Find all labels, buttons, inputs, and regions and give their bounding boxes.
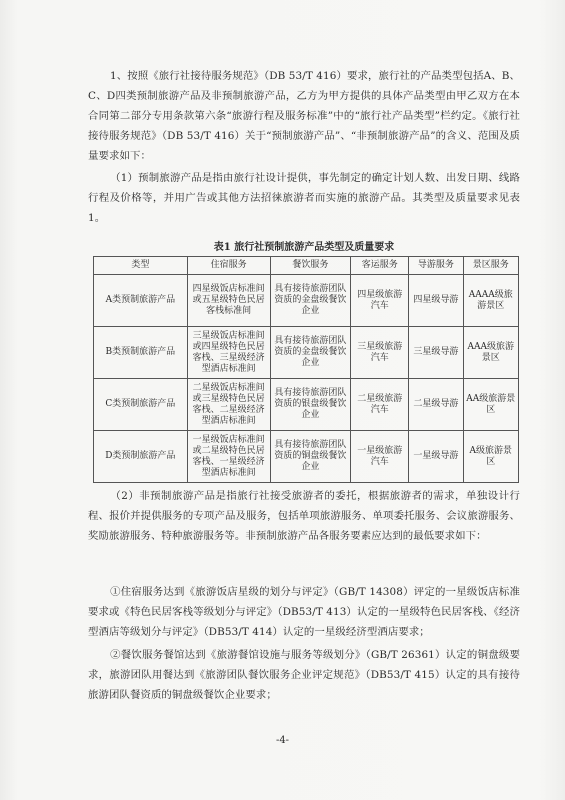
table-row [94,431,519,483]
cell-accommodation: 二星级饭店标准间或三星级特色民居客栈、二星级经济型酒店标准间 [187,379,270,431]
cell-guide: 二星级导游 [409,379,463,431]
cell-type: D类预制旅游产品 [94,431,188,483]
cell-accommodation: 一星级饭店标准间或二星级特色民居客栈、一星级经济型酒店标准间 [187,431,270,483]
cell-scenic: AA级旅游景区 [463,379,518,431]
paragraph-catering-requirement-text: ②餐饮服务餐馆达到《旅游餐馆设施与服务等级划分》（GB/T 26361）认定的铜盘级要求，旅游团队用餐达到《旅游团队餐饮服务企业评定规范》（DB53/T 415）认定的具有接待旅游团队餐资质的铜盘级餐饮企业要求； [88,649,520,701]
cell-catering: 具有接待旅游团队资质的金盘级餐饮企业 [270,327,351,379]
table-row [94,275,519,327]
paragraph-custom-products-text: （2）非预制旅游产品是指旅行社接受旅游者的委托，根据旅游者的需求，单独设计行程、报价并提供服务的专项产品及服务，包括单项旅游服务、单项委托服务、会议旅游服务、奖励旅游服务、特种旅游服务等。非预制旅游产品各服务要素应达到的最低要求如下： [88,490,520,542]
header-type: 类型 [94,257,188,275]
cell-type: B类预制旅游产品 [94,327,188,379]
paragraph-custom-products [88,486,520,546]
cell-catering: 具有接待旅游团队资质的银盘级餐饮企业 [270,379,351,431]
header-guide: 导游服务 [409,257,463,275]
paragraph-product-types-text: 1、按照《旅行社接待服务规范》（DB 53/T 416）要求，旅行社的产品类型包括A、B、C、D四类预制旅游产品及非预制旅游产品，乙方为甲方提供的具体产品类型由甲乙双方在本合同第二部分专用条款第六条“旅游行程及服务标准”中的“旅行社产品类型”栏约定。《旅行社接待服务规范》（DB 53/T 416）关于“预制旅游产品”、“非预制旅游产品”的含义、范围及质量要求如下： [88,70,520,162]
paragraph-prefab-products-text: （1）预制旅游产品是指由旅行社设计提供，事先制定的确定计划人数、出发日期、线路行程及价格等，并用广告或其他方法招徕旅游者而实施的旅游产品。其类型及质量要求见表1。 [88,172,520,224]
cell-type: A类预制旅游产品 [94,275,188,327]
paragraph-product-types [88,66,520,166]
cell-accommodation: 三星级饭店标准间或四星级特色民居客栈、三星级经济型酒店标准间 [187,327,270,379]
cell-catering: 具有接待旅游团队资质的铜盘级餐饮企业 [270,431,351,483]
cell-transport: 四星级旅游汽车 [351,275,409,327]
cell-accommodation: 四星级饭店标准间或五星级特色民居客栈标准间 [187,275,270,327]
paragraph-accommodation-requirement-text: ①住宿服务达到《旅游饭店星级的划分与评定》（GB/T 14308）评定的一星级饭店标准要求或《特色民居客栈等级划分与评定》（DB53/T 413）认定的一星级特色民居客栈、《经济型酒店等级划分与评定》（DB53/T 414）认定的一星级经济型酒店要求； [88,586,520,638]
header-scenic: 景区服务 [463,257,518,275]
paragraph-prefab-products [88,168,520,228]
table-caption: 表1 旅行社预制旅游产品类型及质量要求 [213,242,395,253]
cell-guide: 三星级导游 [409,327,463,379]
cell-type: C类预制旅游产品 [94,379,188,431]
paragraph-catering-requirement [88,645,520,705]
table-header-row [94,257,519,275]
cell-transport: 一星级旅游汽车 [351,431,409,483]
cell-scenic: A级旅游景区 [463,431,518,483]
header-accommodation: 住宿服务 [187,257,270,275]
cell-guide: 一星级导游 [409,431,463,483]
cell-scenic: AAA级旅游景区 [463,327,518,379]
table-row [94,379,519,431]
header-transport: 客运服务 [351,257,409,275]
cell-guide: 四星级导游 [409,275,463,327]
paragraph-accommodation-requirement [88,582,520,642]
cell-scenic: AAAA级旅游景区 [463,275,518,327]
table-row [94,327,519,379]
header-catering: 餐饮服务 [270,257,351,275]
page-number: -4- [275,735,290,746]
product-quality-table [93,256,519,483]
cell-transport: 二星级旅游汽车 [351,379,409,431]
cell-transport: 三星级旅游汽车 [351,327,409,379]
cell-catering: 具有接待旅游团队资质的金盘级餐饮企业 [270,275,351,327]
